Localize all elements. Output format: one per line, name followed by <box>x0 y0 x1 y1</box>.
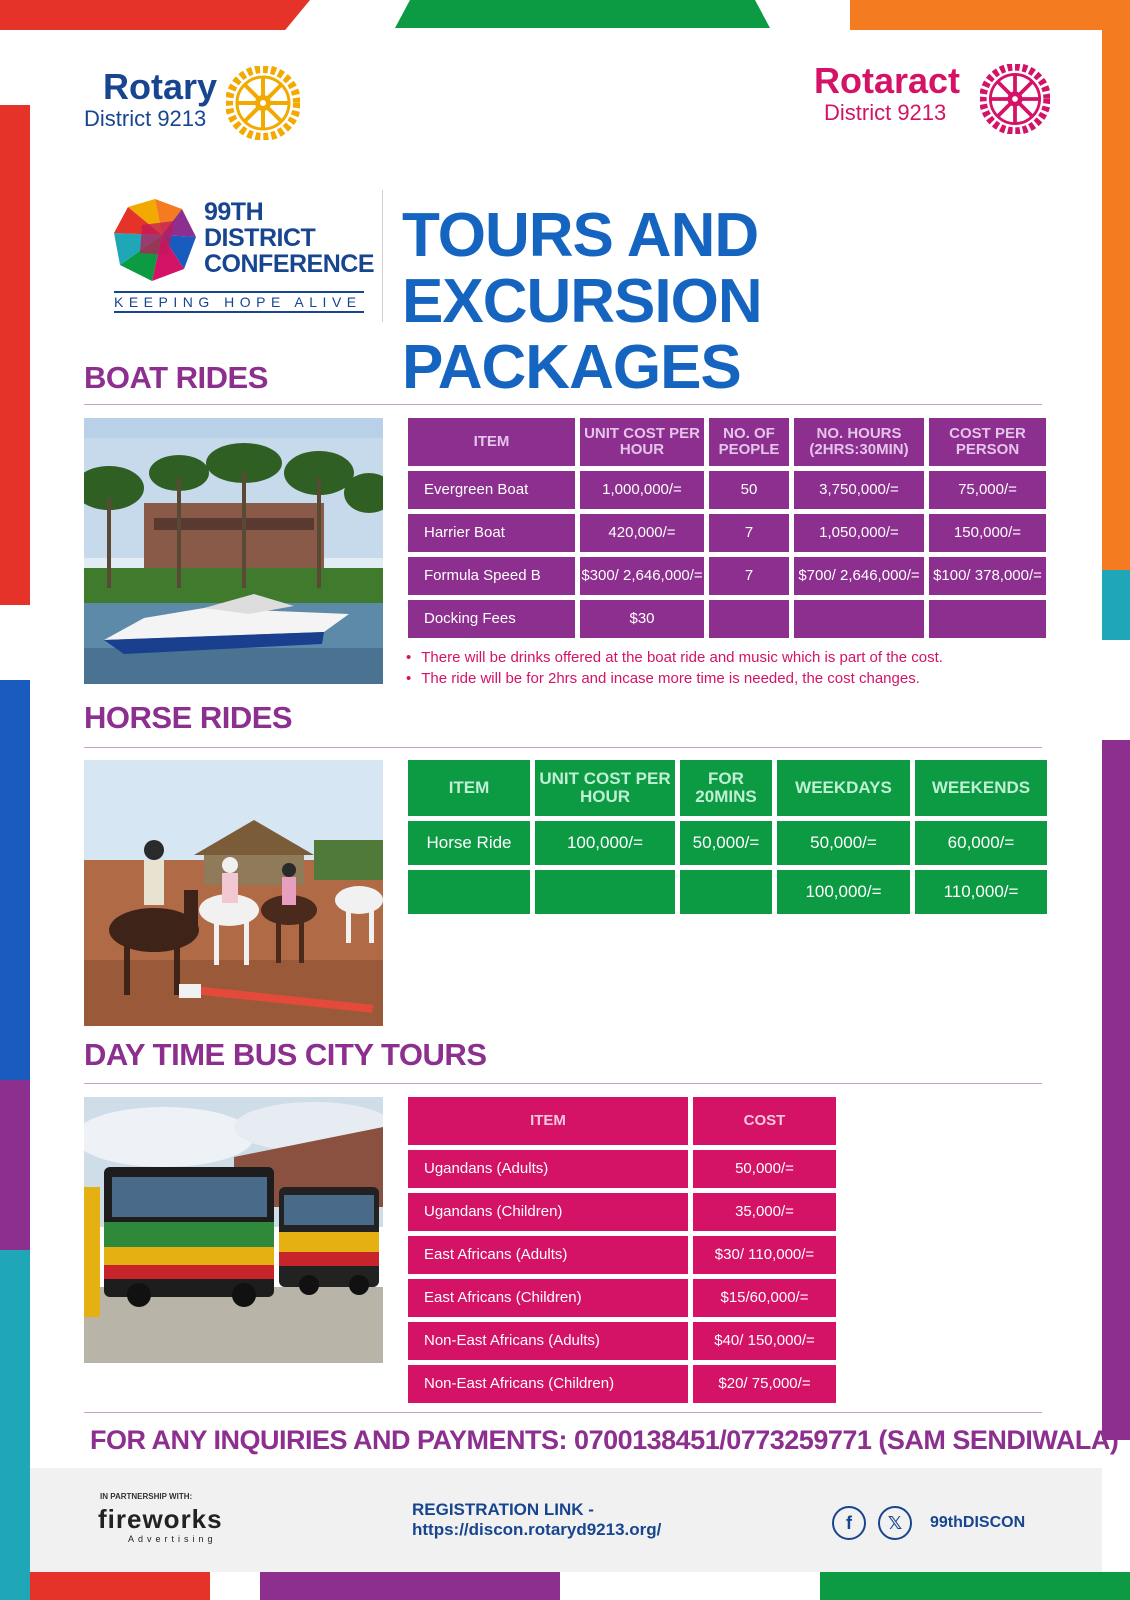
bus-photo <box>84 1097 383 1363</box>
table-cell: 420,000/= <box>580 514 704 552</box>
rotary-name: Rotary <box>103 66 218 107</box>
table-cell: East Africans (Adults) <box>408 1236 688 1274</box>
boat-photo <box>84 418 383 684</box>
table-cell: 50,000/= <box>693 1150 836 1188</box>
table-cell <box>709 600 789 638</box>
table-cell: 150,000/= <box>929 514 1046 552</box>
frame-decoration <box>1102 570 1130 640</box>
frame-decoration <box>0 680 30 1080</box>
table-cell: Docking Fees <box>408 600 575 638</box>
frame-decoration <box>0 0 310 30</box>
table-cell: Non-East Africans (Children) <box>408 1365 688 1403</box>
table-cell: 75,000/= <box>929 471 1046 509</box>
note-item: • There will be drinks offered at the boat ride and music which is part of the cost. <box>406 647 943 668</box>
frame-decoration <box>260 1572 560 1600</box>
section-divider <box>84 404 1042 405</box>
table-cell: 1,000,000/= <box>580 471 704 509</box>
table-cell: $30/ 110,000/= <box>693 1236 836 1274</box>
registration-link[interactable]: https://discon.rotaryd9213.org/ <box>412 1520 662 1539</box>
table-cell: $300/ 2,646,000/= <box>580 557 704 595</box>
boat-rides-table <box>408 418 1046 638</box>
table-cell: 3,750,000/= <box>794 471 924 509</box>
table-cell: $100/ 378,000/= <box>929 557 1046 595</box>
facebook-icon[interactable]: f <box>832 1506 866 1540</box>
horse-photo <box>84 760 383 1026</box>
table-cell: Ugandans (Adults) <box>408 1150 688 1188</box>
frame-decoration <box>0 1080 30 1260</box>
conference-logo <box>112 195 375 315</box>
table-cell: 110,000/= <box>915 870 1047 914</box>
conference-tagline: KEEPING HOPE ALIVE <box>114 291 364 313</box>
header-divider <box>382 190 383 322</box>
frame-decoration <box>30 1572 210 1600</box>
table-cell: 1,050,000/= <box>794 514 924 552</box>
conference-title: 99TH DISTRICT CONFERENCE <box>204 198 375 278</box>
table-header: COST PER PERSON <box>929 418 1046 466</box>
rotaract-name: Rotaract <box>814 60 961 101</box>
table-cell: 100,000/= <box>777 870 910 914</box>
table-header: UNIT COST PER HOUR <box>535 760 675 816</box>
table-cell: Formula Speed B <box>408 557 575 595</box>
table-cell <box>680 870 772 914</box>
page-title: TOURS AND EXCURSION PACKAGES <box>402 201 762 402</box>
rotary-wheel-icon <box>980 64 1050 134</box>
section-heading-boat-rides: BOAT RIDES <box>84 360 268 395</box>
table-cell: Non-East Africans (Adults) <box>408 1322 688 1360</box>
frame-decoration <box>1102 740 1130 1440</box>
frame-decoration <box>0 1250 30 1600</box>
registration-label: REGISTRATION LINK - <box>412 1500 594 1519</box>
table-cell <box>929 600 1046 638</box>
table-cell: 50,000/= <box>680 821 772 865</box>
table-header: ITEM <box>408 418 575 466</box>
table-header: FOR 20MINS <box>680 760 772 816</box>
frame-decoration <box>0 105 30 605</box>
table-cell: $700/ 2,646,000/= <box>794 557 924 595</box>
frame-decoration <box>395 0 770 28</box>
table-cell: 50,000/= <box>777 821 910 865</box>
table-cell: 50 <box>709 471 789 509</box>
table-cell <box>408 870 530 914</box>
rotaract-logo <box>810 62 1050 148</box>
table-cell: 7 <box>709 557 789 595</box>
table-header: NO. HOURS (2HRS:30MIN) <box>794 418 924 466</box>
table-cell: Ugandans (Children) <box>408 1193 688 1231</box>
horse-rides-table <box>408 760 1047 914</box>
frame-decoration <box>820 1572 1130 1600</box>
table-cell: Harrier Boat <box>408 514 575 552</box>
partner-label: IN PARTNERSHIP WITH: <box>100 1492 193 1501</box>
partner-logo: fireworks <box>98 1504 223 1534</box>
section-heading-horse-rides: HORSE RIDES <box>84 700 293 735</box>
frame-decoration <box>850 0 1130 30</box>
table-cell: Horse Ride <box>408 821 530 865</box>
table-cell <box>535 870 675 914</box>
table-cell: 35,000/= <box>693 1193 836 1231</box>
table-header: WEEKDAYS <box>777 760 910 816</box>
table-cell: $30 <box>580 600 704 638</box>
table-header: ITEM <box>408 1097 688 1145</box>
rotary-district: District 9213 <box>84 106 207 131</box>
section-divider <box>84 747 1042 748</box>
x-icon[interactable]: 𝕏 <box>878 1506 912 1540</box>
section-divider <box>84 1083 1042 1084</box>
social-handle: 99thDISCON <box>930 1514 1026 1531</box>
social-links <box>832 1506 1025 1540</box>
table-header: NO. OF PEOPLE <box>709 418 789 466</box>
table-header: ITEM <box>408 760 530 816</box>
table-cell: 7 <box>709 514 789 552</box>
table-cell: East Africans (Children) <box>408 1279 688 1317</box>
table-header: UNIT COST PER HOUR <box>580 418 704 466</box>
table-cell: 100,000/= <box>535 821 675 865</box>
conference-emblem-icon <box>112 195 198 285</box>
rotary-logo <box>84 68 314 148</box>
table-header: WEEKENDS <box>915 760 1047 816</box>
footer <box>30 1468 1102 1572</box>
table-cell <box>794 600 924 638</box>
rotary-wheel-icon <box>226 66 300 140</box>
rotaract-district: District 9213 <box>824 100 947 125</box>
table-cell: Evergreen Boat <box>408 471 575 509</box>
inquiry-text: FOR ANY INQUIRIES AND PAYMENTS: 0700138451/0773259771 (SAM SENDIWALA) <box>90 1424 1119 1455</box>
note-item: • The ride will be for 2hrs and incase more time is needed, the cost changes. <box>406 668 943 689</box>
bus-tours-table <box>408 1097 836 1403</box>
table-header: COST <box>693 1097 836 1145</box>
section-divider <box>84 1412 1042 1413</box>
table-cell: 60,000/= <box>915 821 1047 865</box>
section-heading-bus-tours: DAY TIME BUS CITY TOURS <box>84 1037 487 1072</box>
inquiry-banner <box>80 1418 1119 1462</box>
table-cell: $20/ 75,000/= <box>693 1365 836 1403</box>
table-cell: $40/ 150,000/= <box>693 1322 836 1360</box>
partner-subtitle: Advertising <box>128 1534 217 1544</box>
boat-rides-notes <box>406 647 943 689</box>
table-cell: $15/60,000/= <box>693 1279 836 1317</box>
